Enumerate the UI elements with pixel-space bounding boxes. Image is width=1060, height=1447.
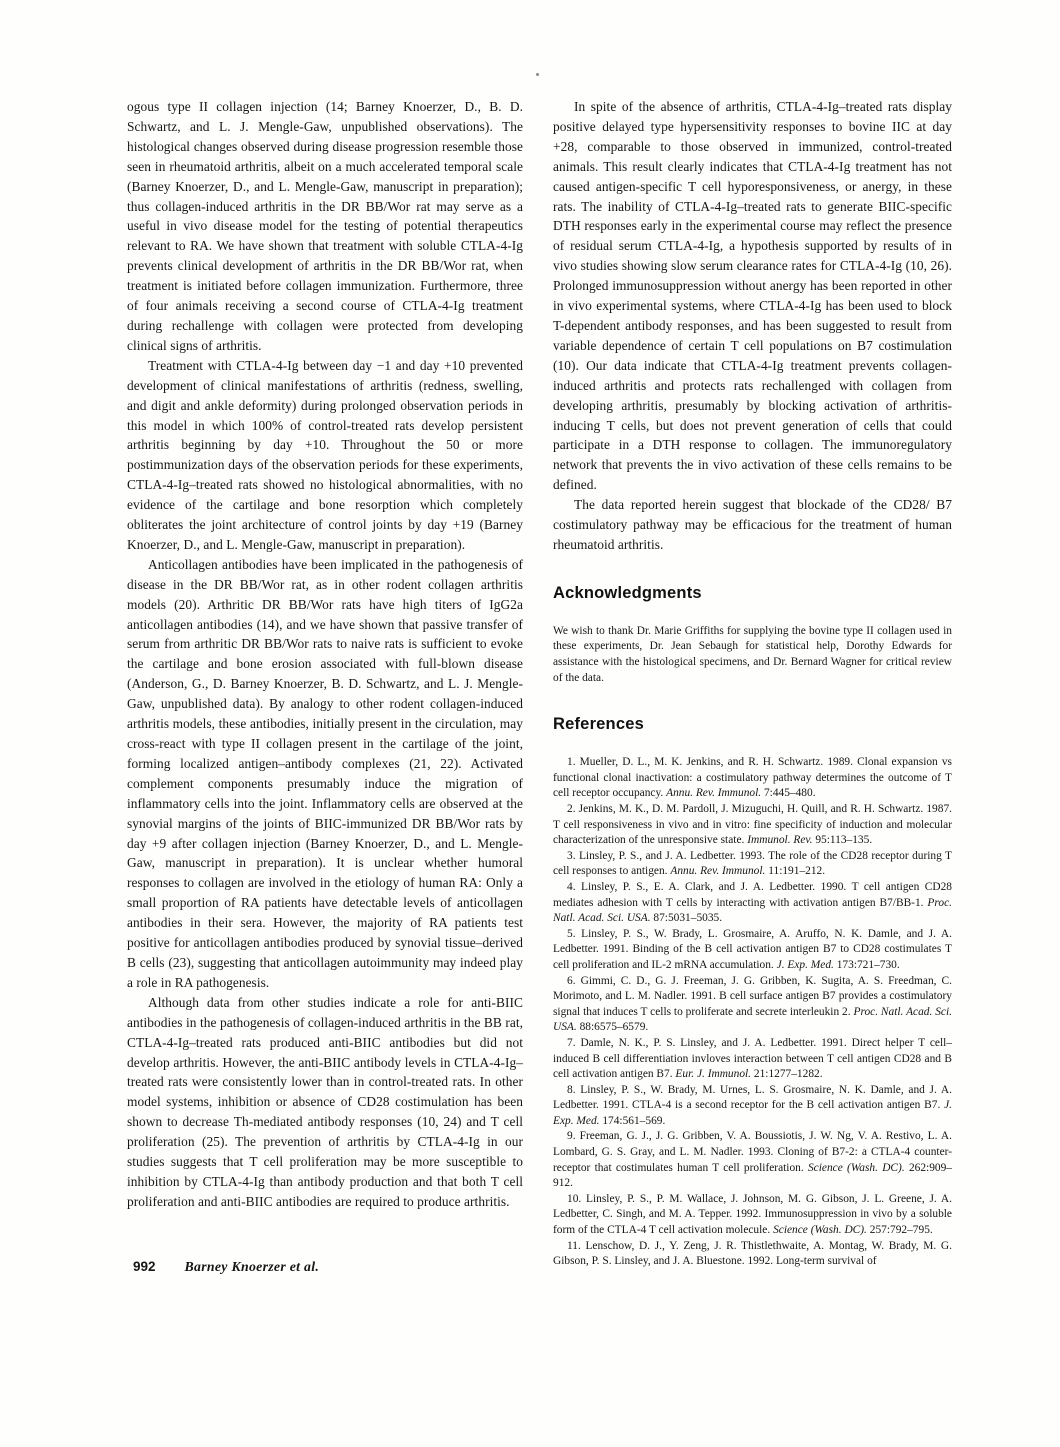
right-column [553, 97, 952, 1270]
reference-item: 6. Gimmi, C. D., G. J. Freeman, J. G. Gribben, K. Sugita, A. S. Freedman, C. Morimoto, and L. M. Nadler. 1991. B cell surface antigen B7 provides a costimulatory signal that induces T cells to proliferate and secrete interleukin 2. Proc. Natl. Acad. Sci. USA. 88:6575–6579. [553, 974, 952, 1034]
paragraph: The data reported herein suggest that blockade of the CD28/ B7 costimulatory pathway may be efficacious for the treatment of human rheumatoid arthritis. [553, 497, 952, 552]
footer [133, 1259, 319, 1275]
reference-item: 3. Linsley, P. S., and J. A. Ledbetter. 1993. The role of the CD28 receptor during T cell responses to antigen. Annu. Rev. Immunol. 11:191–212. [553, 849, 952, 878]
paragraph: ogous type II collagen injection (14; Barney Knoerzer, D., B. D. Schwartz, and L. J. Mengle-Gaw, unpublished observations). The histological changes observed during disease progression resemble those seen in rheumatoid arthritis, albeit on a much accelerated temporal scale (Barney Knoerzer, D., and L. Mengle-Gaw, manuscript in preparation); thus collagen-induced arthritis in the DR BB/Wor rat may serve as a useful in vivo disease model for the testing of potential therapeutics relevant to RA. We have shown that treatment with soluble CTLA-4-Ig prevents clinical development of arthritis in the DR BB/Wor rat, when treatment is initiated before collagen immunization. Furthermore, three of four animals receiving a second course of CTLA-4-Ig treatment during rechallenge with collagen were protected from developing clinical signs of arthritis. [127, 99, 523, 353]
running-title: Barney Knoerzer et al. [184, 1259, 320, 1274]
reference-item: 7. Damle, N. K., P. S. Linsley, and J. A. Ledbetter. 1991. Direct helper T cell–induced B cell differentiation invloves interaction between T cell antigen CD28 and B cell activation antigen B7. Eur. J. Immunol. 21:1277–1282. [553, 1036, 952, 1081]
reference-item: 10. Linsley, P. S., P. M. Wallace, J. Johnson, M. G. Gibson, J. L. Greene, J. A. Ledbetter, C. Singh, and M. A. Tepper. 1992. Immunosuppression in vivo by a soluble form of the CTLA-4 T cell activation molecule. Science (Wash. DC). 257:792–795. [553, 1192, 952, 1237]
paragraph: Anticollagen antibodies have been implicated in the pathogenesis of disease in the DR BB/Wor rat, as in other rodent collagen arthritis models (20). Arthritic DR BB/Wor rats have high titers of IgG2a anticollagen antibodies (14), and we have shown that passive transfer of serum from arthritic DR BB/Wor rats to naive rats is sufficient to evoke the cartilage and bone erosion associated with full-blown disease (Anderson, G., D. Barney Knoerzer, B. D. Schwartz, and L. J. Mengle-Gaw, unpublished data). By analogy to other rodent collagen-induced arthritis models, these antibodies, initially present in the circulation, may cross-react with type II collagen present in the cartilage of the joint, forming localized antigen–antibody complexes (21, 22). Activated complement components presumably induce the migration of inflammatory cells into the joint. Inflammatory cells are observed at the synovial margins of the joints of BIIC-immunized DR BB/Wor rats by day +9 after collagen injection (Barney Knoerzer, D., and L. Mengle-Gaw, manuscript in preparation). It is unclear whether humoral responses to collagen are involved in the etiology of human RA: Only a small proportion of RA patients have detectable levels of anticollagen antibodies in their sera. However, the majority of RA patients test positive for anticollagen antibodies produced by synovial tissue–derived B cells (23), suggesting that anticollagen autoimmunity may indeed play a role in RA pathogenesis. [127, 556, 523, 990]
paragraph: Treatment with CTLA-4-Ig between day −1 and day +10 prevented development of clinical manifestations of arthritis (redness, swelling, and digit and ankle deformity) during prolonged observation periods in this model in which 100% of control-treated rats develop persistent arthritis beginning by day +10. Throughout the 50 or more postimmunization days of the observation periods for these experiments, CTLA-4-Ig–treated rats showed no histological abnormalities, with no evidence of the cartilage and bone resorption which completely obliterates the joint architecture of control joints by day +19 (Barney Knoerzer, D., and L. Mengle-Gaw, manuscript in preparation). [127, 357, 523, 552]
reference-item: 11. Lenschow, D. J., Y. Zeng, J. R. Thistlethwaite, A. Montag, W. Brady, M. G. Gibson, P. S. Linsley, and J. A. Bluestone. 1992. Long-term survival of [553, 1239, 952, 1268]
reference-item: 2. Jenkins, M. K., D. M. Pardoll, J. Mizuguchi, H. Quill, and R. H. Schwartz. 1987. T cell responsiveness in vivo and in vitro: fine specificity of induction and molecular characterization of the unresponsive state. Immunol. Rev. 95:113–135. [553, 803, 952, 847]
acknowledgments-text: We wish to thank Dr. Marie Griffiths for supplying the bovine type II collagen used in these experiments, Dr. Jean Sebaugh for statistical help, Dorothy Edwards for assistance with the histological specimens, and Dr. Bernard Wagner for critical review of the data. [553, 624, 952, 684]
reference-item: 1. Mueller, D. L., M. K. Jenkins, and R. H. Schwartz. 1989. Clonal expansion vs functional clonal inactivation: a costimulatory pathway determines the outcome of T cell receptor occupancy. Annu. Rev. Immunol. 7:445–480. [553, 756, 952, 800]
scan-speck [536, 73, 539, 76]
reference-item: 8. Linsley, P. S., W. Brady, M. Urnes, L. S. Grosmaire, N. K. Damle, and J. A. Ledbetter. 1991. CTLA-4 is a second receptor for the B cell activation antigen B7. J. Exp. Med. 174:561–569. [553, 1083, 952, 1127]
reference-item: 9. Freeman, G. J., J. G. Gribben, V. A. Boussiotis, J. W. Ng, V. A. Restivo, L. A. Lombard, G. S. Gray, and L. M. Nadler. 1993. Cloning of B7-2: a CTLA-4 counter-receptor that costimulates human T cell proliferation. Science (Wash. DC). 262:909–912. [553, 1130, 952, 1190]
references-list [553, 755, 952, 1270]
paragraph: Although data from other studies indicate a role for anti-BIIC antibodies in the pathogenesis of collagen-induced arthritis in the BB rat, CTLA-4-Ig–treated rats produced anti-BIIC antibodies but did not develop arthritis. However, the anti-BIIC antibody levels in CTLA-4-Ig–treated rats were consistently lower than in control-treated rats. In other model systems, inhibition or absence of CD28 costimulation has been shown to decrease Th-mediated antibody responses (10, 24) and T cell proliferation (25). The prevention of arthritis by CTLA-4-Ig in our studies suggests that T cell proliferation may be more susceptible to inhibition by CTLA-4-Ig than antibody production and that both T cell proliferation and anti-BIIC antibodies are required to produce arthritis. [127, 994, 523, 1209]
reference-item: 5. Linsley, P. S., W. Brady, L. Grosmaire, A. Aruffo, N. K. Damle, and J. A. Ledbetter. 1991. Binding of the B cell activation antigen B7 to CD28 costimulates T cell proliferation and IL-2 mRNA accumulation. J. Exp. Med. 173:721–730. [553, 927, 952, 971]
references-heading: References [553, 715, 644, 734]
page-number: 992 [133, 1259, 156, 1274]
acknowledgments-heading: Acknowledgments [553, 583, 702, 602]
reference-item: 4. Linsley, P. S., E. A. Clark, and J. A. Ledbetter. 1990. T cell antigen CD28 mediates adhesion with T cells by interacting with activation antigen B7/BB-1. Proc. Natl. Acad. Sci. USA. 87:5031–5035. [553, 880, 952, 925]
left-column [127, 97, 523, 1212]
paragraph: In spite of the absence of arthritis, CTLA-4-Ig–treated rats display positive delayed type hypersensitivity responses to bovine IIC at day +28, comparable to those observed in immunized, control-treated animals. This result clearly indicates that CTLA-4-Ig treatment has not caused antigen-specific T cell hyporesponsiveness, or anergy, in these rats. The inability of CTLA-4-Ig–treated rats to generate BIIC-specific DTH responses early in the experimental course may reflect the presence of residual serum CTLA-4-Ig, a hypothesis supported by results of in vivo studies showing slow serum clearance rates for CTLA-4-Ig (10, 26). Prolonged immunosuppression without anergy has been reported in other in vivo experimental systems, where CTLA-4-Ig has been used to block T-dependent antibody responses, and has been suggested to result from variable dependence of certain T cell populations on B7 costimulation (10). Our data indicate that CTLA-4-Ig treatment prevents collagen-induced arthritis and protects rats rechallenged with collagen from developing arthritis, presumably by blocking activation of arthritis-inducing T cells, but does not prevent generation of cells that could participate in a DTH response to collagen. The immunoregulatory network that prevents the in vivo activation of these cells remains to be defined. [553, 99, 952, 493]
